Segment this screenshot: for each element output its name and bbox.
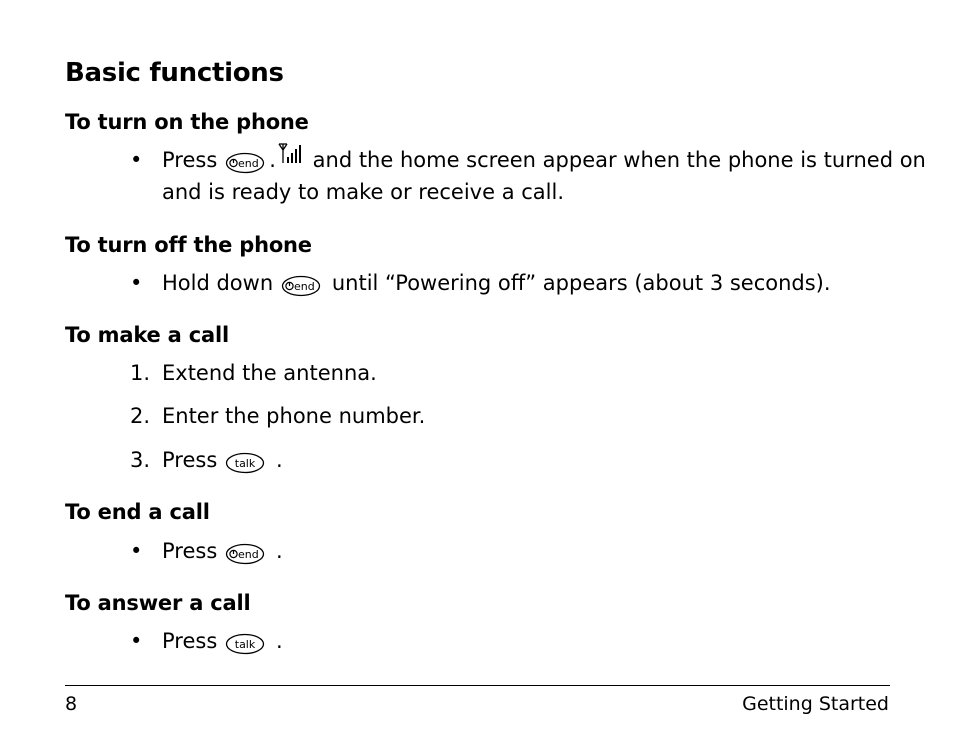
step-number: 2. bbox=[130, 404, 151, 428]
svg-text:end: end bbox=[238, 157, 260, 170]
instruction-text: Press bbox=[162, 148, 218, 172]
step-number: 3. bbox=[130, 448, 151, 472]
svg-text:end: end bbox=[238, 548, 260, 561]
step-text: Enter the phone number. bbox=[162, 404, 426, 428]
heading-answer-call: To answer a call bbox=[65, 591, 251, 615]
manual-page: Basic functions To turn on the phone • Press end . and the home screen appear when the phone is turned on and is ready to make or receive a call. To turn off the phone • Hold down end until “Powering off” appears (about 3 seconds). To make a call 1. Extend the antenna. 2. Enter the phone number. 3. Press talk . To end a call • Press end . To answer a call • Press talk . 8 Getting Started bbox=[65, 58, 926, 715]
heading-turn-off: To turn off the phone bbox=[65, 233, 312, 257]
talk-key-icon bbox=[225, 452, 265, 474]
bullet: • bbox=[130, 148, 143, 172]
step-number: 1. bbox=[130, 361, 151, 385]
heading-end-call: To end a call bbox=[65, 500, 210, 524]
instruction-text: Press bbox=[162, 629, 218, 653]
end-key-icon bbox=[281, 275, 321, 297]
step-text: Extend the antenna. bbox=[162, 361, 377, 385]
bullet: • bbox=[130, 271, 143, 295]
footer-divider bbox=[65, 685, 890, 686]
page-title: Basic functions bbox=[65, 58, 284, 88]
step-text-end: . bbox=[275, 448, 283, 472]
heading-turn-on: To turn on the phone bbox=[65, 110, 309, 134]
instruction-text-end: until “Powering off” appears (about 3 seconds). bbox=[331, 271, 831, 295]
instruction-text-end: . bbox=[275, 629, 283, 653]
instruction-text-end: and the home screen appear when the phone is turned on bbox=[305, 148, 926, 172]
end-key-icon bbox=[225, 543, 265, 565]
instruction-text-end: . bbox=[275, 539, 283, 563]
svg-text:talk: talk bbox=[235, 457, 256, 470]
end-key-icon bbox=[225, 152, 265, 174]
svg-text:talk: talk bbox=[235, 638, 256, 651]
page-number: 8 bbox=[65, 693, 78, 715]
footer-section-title: Getting Started bbox=[742, 693, 889, 715]
bullet: • bbox=[130, 539, 143, 563]
signal-strength-icon bbox=[278, 142, 304, 174]
instruction-dot: . bbox=[269, 148, 276, 172]
step-text: Press bbox=[162, 448, 218, 472]
svg-text:end: end bbox=[294, 280, 315, 293]
instruction-text: Press bbox=[162, 539, 218, 563]
heading-make-call: To make a call bbox=[65, 323, 229, 347]
bullet: • bbox=[130, 629, 143, 653]
instruction-text: Hold down bbox=[162, 271, 274, 295]
talk-key-icon bbox=[225, 633, 265, 655]
